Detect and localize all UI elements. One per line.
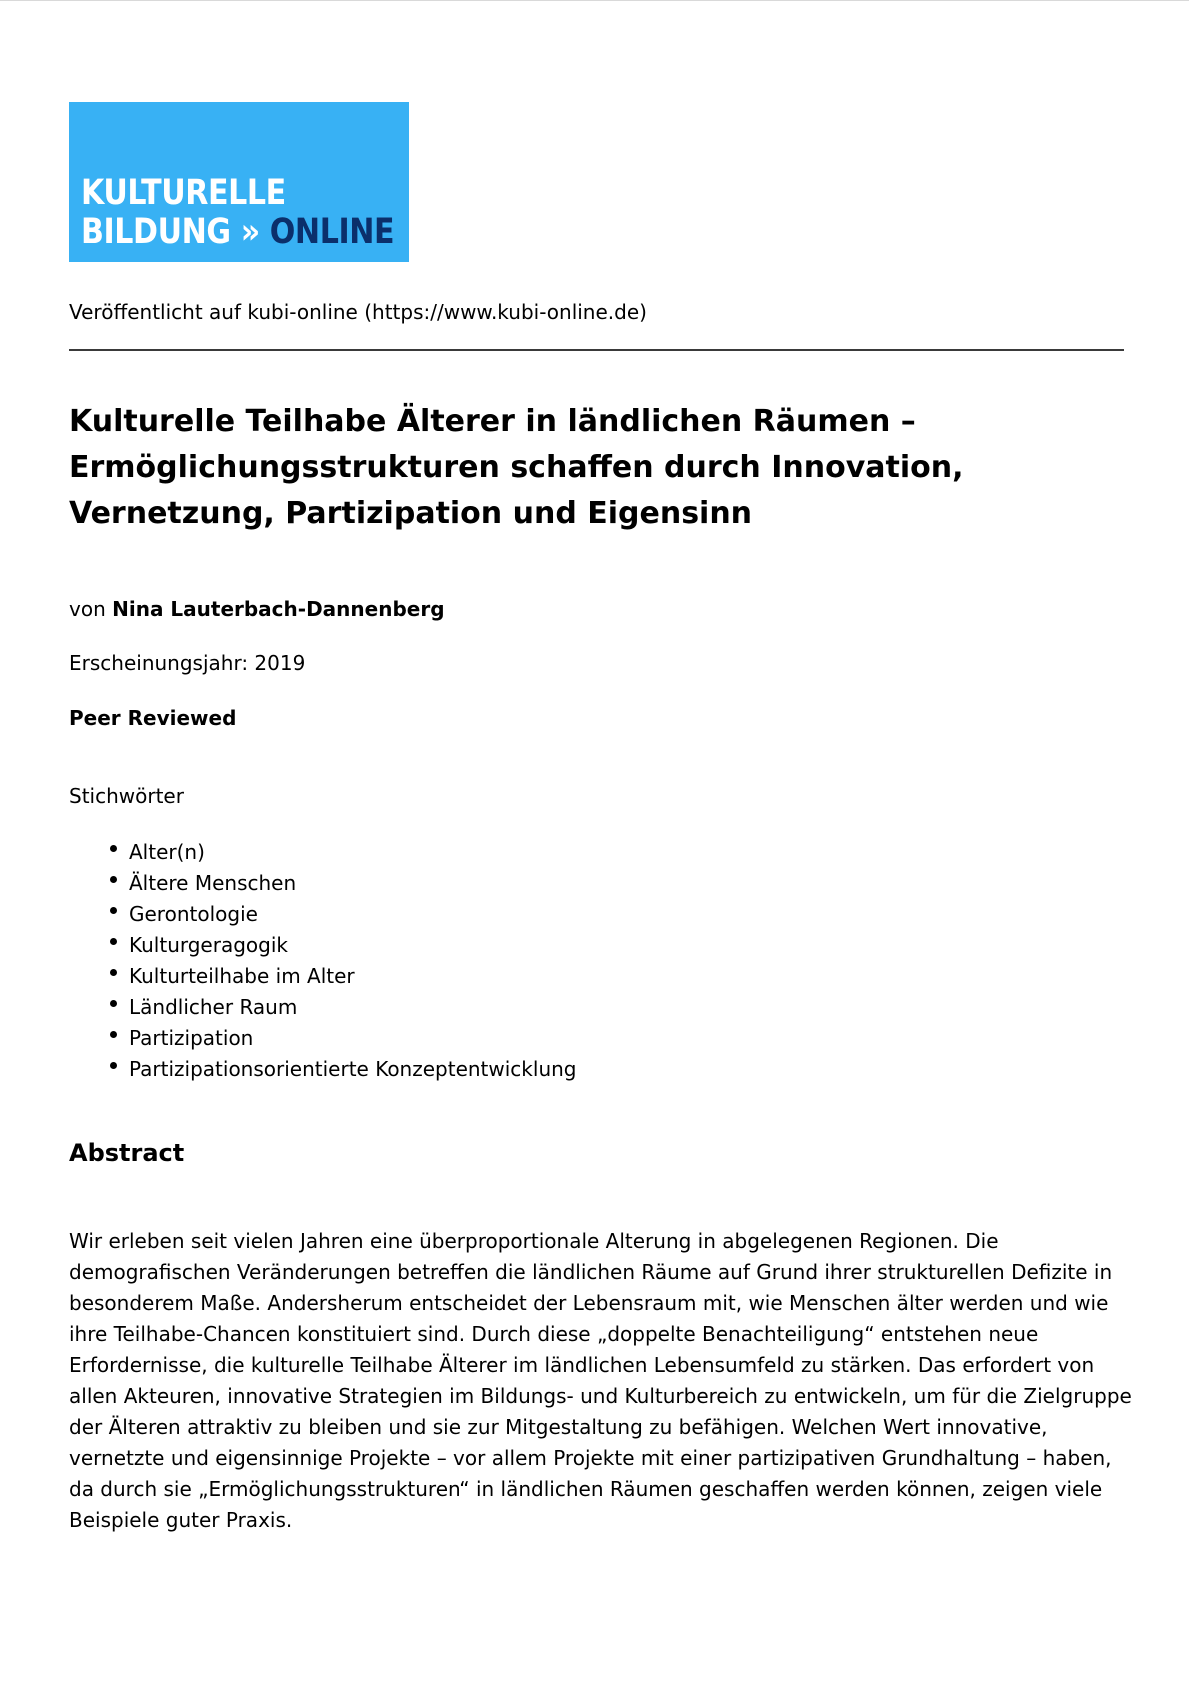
kubi-online-logo [69,102,409,262]
keyword-item[interactable]: Gerontologie [109,899,577,930]
keywords-label: Stichwörter [69,784,184,808]
page-top-border [0,0,1189,1]
keyword-item[interactable]: Ältere Menschen [109,868,577,899]
published-on-notice: Veröffentlicht auf kubi-online (https://www.kubi-online.de) [69,300,647,324]
keyword-item[interactable]: Ländlicher Raum [109,992,577,1023]
logo-line-kulturelle: KULTURELLE [81,173,286,213]
logo-word-online: ONLINE [269,212,395,252]
logo-separator-icon: » [240,212,260,252]
author-name: Nina Lauterbach-Dannenberg [112,597,445,621]
logo-line-bildung-online [81,213,394,251]
publication-year: Erscheinungsjahr: 2019 [69,651,306,675]
keyword-item[interactable]: Alter(n) [109,837,577,868]
keyword-item[interactable]: Kulturteilhabe im Alter [109,961,577,992]
byline [69,596,445,622]
header-divider [69,349,1124,351]
keyword-item[interactable]: Partizipation [109,1023,577,1054]
abstract-heading: Abstract [69,1139,185,1167]
keyword-item[interactable]: Kulturgeragogik [109,930,577,961]
keyword-item[interactable]: Partizipationsorientierte Konzeptentwicklung [109,1054,577,1085]
article-title: Kulturelle Teilhabe Älterer in ländlichen Räumen – Ermöglichungsstrukturen schaffen durch Innovation, Vernetzung, Partizipation und Eigensinn [69,404,964,531]
peer-reviewed-label: Peer Reviewed [69,706,237,730]
keywords-list [109,837,577,1085]
abstract-text: Wir erleben seit vielen Jahren eine überproportionale Alterung in abgelegenen Regionen. Die demografischen Veränderungen betreffen die ländlichen Räume auf Grund ihrer strukturellen Defizite in besonderem Maße. Andersherum entscheidet der Lebensraum mit, wie Menschen älter werden und wie ihre Teilhabe-Chancen konstituiert sind. Durch diese „doppelte Benachteiligung“ entstehen neue Erfordernisse, die kulturelle Teilhabe Älterer im ländlichen Lebensumfeld zu stärken. Das erfordert von allen Akteuren, innovative Strategien im Bildungs- und Kulturbereich zu entwickeln, um für die Zielgruppe der Älteren attraktiv zu bleiben und sie zur Mitgestaltung zu befähigen. Welchen Wert innovative, vernetzte und eigensinnige Projekte – vor allem Projekte mit einer partizipativen Grundhaltung – haben, da durch sie „Ermöglichungsstrukturen“ in ländlichen Räumen geschaffen werden können, zeigen viele Beispiele guter Praxis. [69,1229,1132,1532]
logo-word-bildung: BILDUNG [81,212,231,252]
byline-prefix: von [69,597,106,621]
